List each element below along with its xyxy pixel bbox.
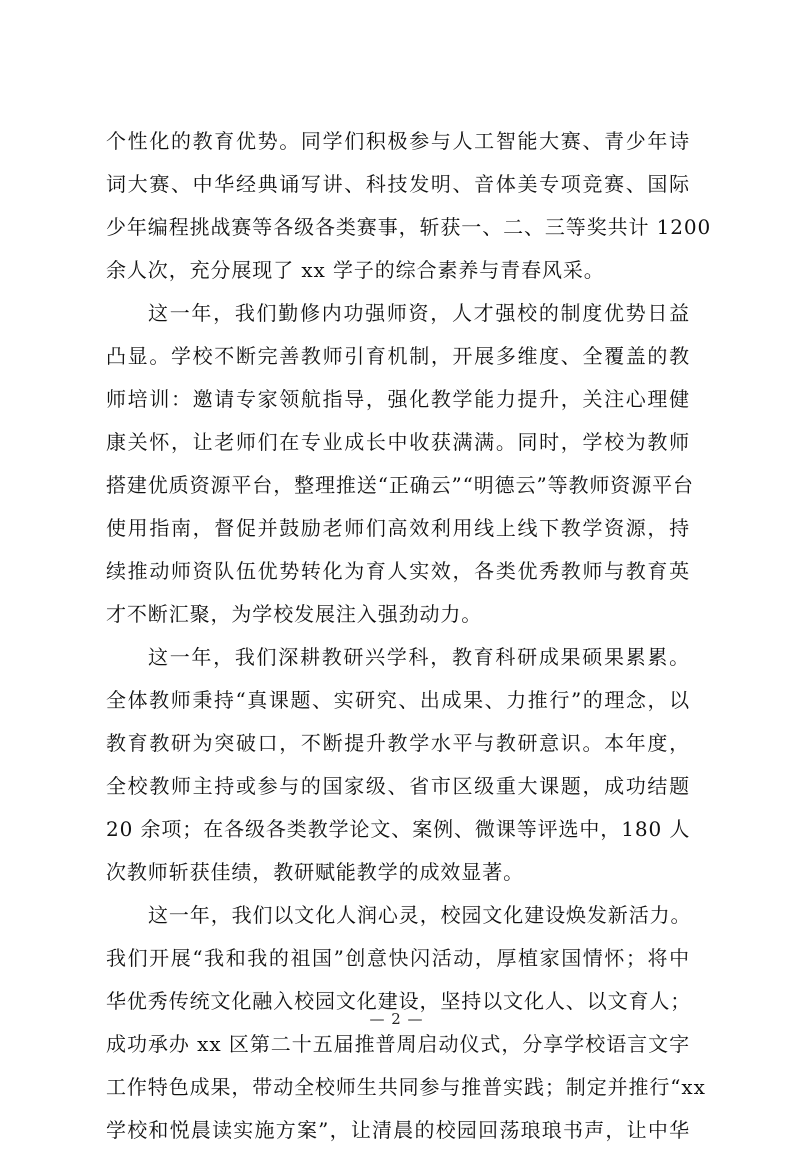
text-line: 成功承办 xx 区第二十五届推普周启动仪式，分享学校语言文字	[106, 1032, 690, 1056]
text-line: 少年编程挑战赛等各级各类赛事，斩获一、二、三等奖共计 1200	[106, 215, 712, 239]
text-line: 次教师斩获佳绩，教研赋能教学的成效显著。	[106, 860, 524, 884]
text-line: 搭建优质资源平台，整理推送“正确云”“明德云”等教师资源平台	[106, 473, 694, 497]
text-line: 才不断汇聚，为学校发展注入强劲动力。	[106, 602, 483, 626]
text-line: 全校教师主持或参与的国家级、省市区级重大课题，成功结题	[106, 774, 690, 798]
text-line: 20 余项；在各级各类教学论文、案例、微课等评选中，180 人	[106, 817, 691, 841]
text-line: 教育教研为突破口，不断提升教学水平与教研意识。本年度，	[106, 731, 690, 755]
body-text	[106, 120, 712, 1152]
text-line: 学校和悦晨读实施方案”，让清晨的校园回荡琅琅书声，让中华	[106, 1118, 690, 1142]
page-number: — 2 —	[369, 1010, 424, 1028]
text-line: 师培训：邀请专家领航指导，强化教学能力提升，关注心理健	[106, 387, 690, 411]
paragraph-first-line: 这一年，我们以文化人润心灵，校园文化建设焕发新活力。	[148, 903, 692, 927]
text-line: 全体教师秉持“真课题、实研究、出成果、力推行”的理念，以	[106, 688, 690, 712]
text-line: 续推动师资队伍优势转化为育人实效，各类优秀教师与教育英	[106, 559, 690, 583]
text-line: 华优秀传统文化融入校园文化建设，坚持以文化人、以文育人；	[106, 989, 692, 1013]
text-line: 工作特色成果，带动全校师生共同参与推普实践；制定并推行“xx	[106, 1075, 706, 1099]
text-line: 使用指南，督促并鼓励老师们高效利用线上线下教学资源，持	[106, 516, 690, 540]
text-line: 我们开展“我和我的祖国”创意快闪活动，厚植家国情怀；将中	[106, 946, 690, 970]
paragraph-first-line: 这一年，我们勤修内功强师资，人才强校的制度优势日益	[148, 301, 690, 325]
text-line: 康关怀，让老师们在专业成长中收获满满。同时，学校为教师	[106, 430, 690, 454]
paragraph-first-line: 这一年，我们深耕教研兴学科，教育科研成果硕果累累。	[148, 645, 690, 669]
text-line: 凸显。学校不断完善教师引育机制，开展多维度、全覆盖的教	[106, 344, 690, 368]
text-line: 个性化的教育优势。同学们积极参与人工智能大赛、青少年诗	[106, 129, 690, 153]
text-line: 余人次，充分展现了 xx 学子的综合素养与青春风采。	[106, 258, 605, 282]
text-line: 词大赛、中华经典诵写讲、科技发明、音体美专项竞赛、国际	[106, 172, 690, 196]
